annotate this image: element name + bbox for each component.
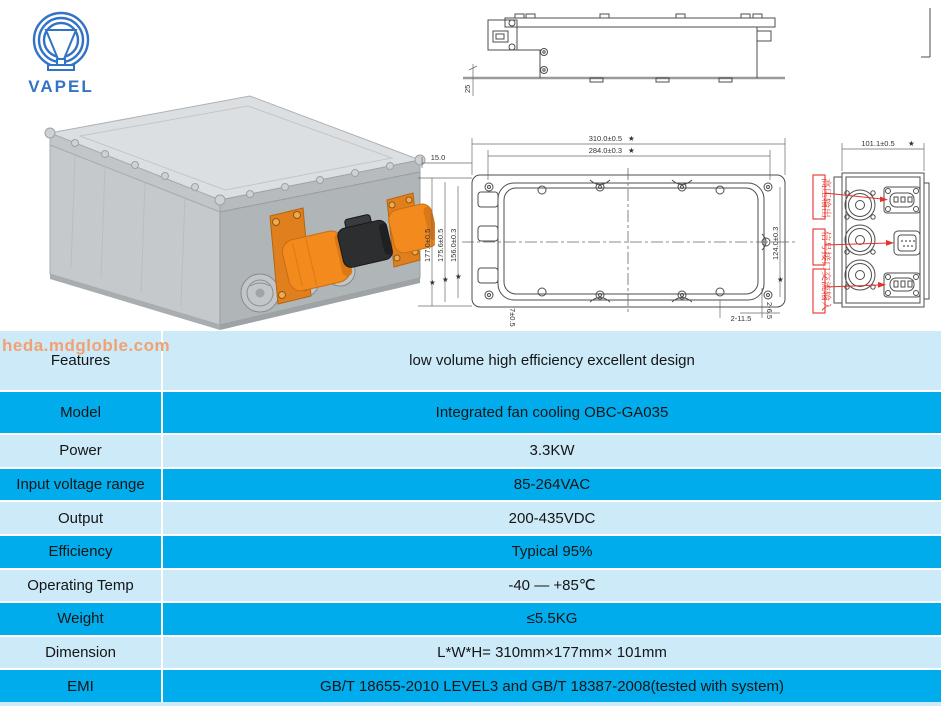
table-row-input-voltage (0, 469, 941, 501)
side-view-drawing (460, 0, 941, 100)
table-row-output (0, 502, 941, 534)
row-label: Output (0, 502, 161, 534)
table-row-emi (0, 670, 941, 702)
table-row-dimension (0, 637, 941, 669)
label-signal-interface: 信号接口 (819, 231, 831, 271)
dim-holes-right: 2-6.5 (765, 302, 774, 320)
row-value: 200-435VDC (163, 502, 941, 534)
row-value: Typical 95% (163, 536, 941, 568)
table-row-power (0, 435, 941, 467)
top-view-drawing (410, 130, 810, 330)
brand-logo (6, 4, 116, 99)
row-label: Features (0, 331, 161, 390)
row-label: Model (0, 392, 161, 433)
star-mark: ★ (908, 139, 915, 148)
label-hv-output: 高压输出 (819, 178, 831, 218)
spec-table (0, 331, 941, 702)
dim-left-offset: 15.0 (430, 153, 446, 162)
dim-end-width: 101.1±0.5 (861, 139, 895, 148)
dim-holes-bottom: 2-11.5 (730, 314, 752, 323)
dim-bottom-left: 7±0.5 (508, 308, 517, 327)
dim-inner-width: 284.0±0.3 (588, 146, 622, 155)
label-ac-input: 交流输入 (819, 271, 831, 311)
dim-outer-width: 310.0±0.5 (588, 134, 622, 143)
star-mark: ★ (442, 275, 449, 284)
table-row-operating-temp (0, 570, 941, 602)
row-label: Weight (0, 603, 161, 635)
row-label: Efficiency (0, 536, 161, 568)
product-photo (35, 88, 435, 333)
row-value: L*W*H= 310mm×177mm× 101mm (163, 637, 941, 669)
row-value: 3.3KW (163, 435, 941, 467)
table-row-efficiency (0, 536, 941, 568)
star-mark: ★ (777, 275, 784, 284)
row-value: Integrated fan cooling OBC-GA035 (163, 392, 941, 433)
star-mark: ★ (429, 278, 436, 287)
star-mark: ★ (628, 134, 635, 143)
table-row-model (0, 392, 941, 433)
end-view-drawing (812, 135, 941, 335)
row-value: low volume high efficiency excellent design (163, 331, 941, 390)
row-value: ≤5.5KG (163, 603, 941, 635)
dim-depth-mid: 175.6±0.5 (436, 228, 445, 262)
row-value: -40 — +85℃ (163, 570, 941, 602)
row-label: Dimension (0, 637, 161, 669)
brand-name: VAPEL (28, 77, 94, 96)
lamp-icon (46, 30, 76, 70)
table-bottom-strip (0, 702, 941, 706)
row-label: Input voltage range (0, 469, 161, 501)
star-mark: ★ (628, 146, 635, 155)
dim-depth-outer: 177.0±0.5 (423, 228, 432, 262)
row-value: GB/T 18655-2010 LEVEL3 and GB/T 18387-2008(tested with system) (163, 670, 941, 702)
table-row-weight (0, 603, 941, 635)
dim-right-depth: 124.0±0.3 (771, 226, 780, 260)
dim-depth-inner: 156.0±0.3 (449, 228, 458, 262)
dim-side-height: 25 (463, 84, 472, 93)
row-value: 85-264VAC (163, 469, 941, 501)
row-label: Power (0, 435, 161, 467)
watermark: heda.mdgloble.com (2, 336, 171, 355)
row-label: Operating Temp (0, 570, 161, 602)
star-mark: ★ (455, 272, 462, 281)
row-label: EMI (0, 670, 161, 702)
